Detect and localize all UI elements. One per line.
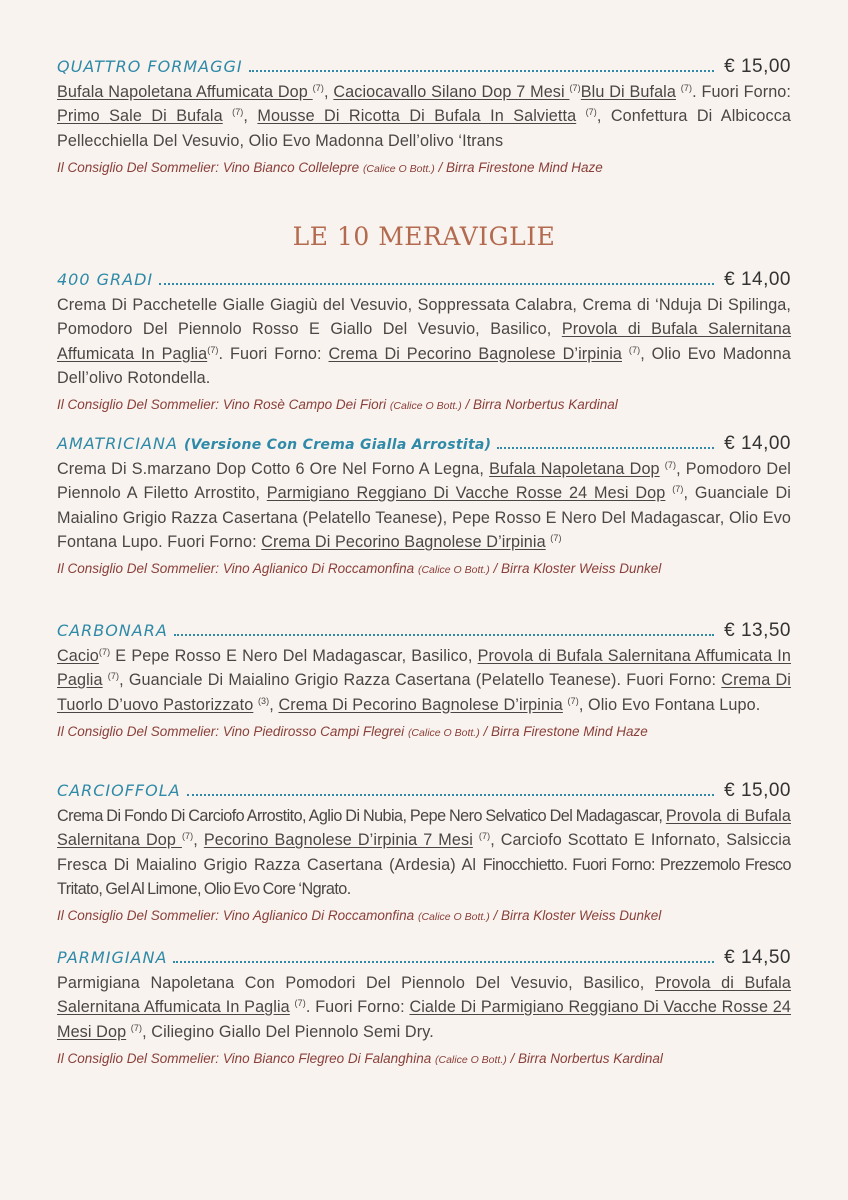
sommelier-advice (57, 394, 791, 417)
allergen-note: (7) (107, 671, 120, 682)
somm-note: (Calice O Bott.) (434, 1053, 507, 1066)
dotted-leader (173, 949, 714, 963)
somm-beer: / Birra Kloster Weiss Dunkel (493, 908, 662, 924)
ingredient-highlight: Primo Sale Di Bufala (57, 107, 223, 126)
description-text (223, 107, 232, 125)
somm-note: (Calice O Bott.) (417, 911, 490, 924)
menu-item-carbonara (57, 618, 791, 744)
allergen-note: (7) (130, 1022, 143, 1033)
allergen-note: (7) (294, 998, 306, 1009)
item-header (57, 431, 791, 457)
somm-note: (Calice O Bott.) (389, 400, 462, 413)
dotted-leader (159, 271, 714, 285)
menu-item-parmigiana (57, 945, 791, 1071)
description-text: . Fuori Forno: (305, 998, 410, 1017)
allergen-note: (7) (181, 831, 194, 842)
item-description (57, 293, 791, 390)
item-description (57, 971, 791, 1044)
item-header (57, 54, 791, 80)
description-text: . Fuori Forno: (692, 83, 791, 101)
item-price: € 15,00 (724, 56, 791, 77)
description-text: , (193, 831, 204, 850)
item-price: € 14,00 (724, 433, 791, 454)
allergen-note: (7) (98, 647, 111, 657)
item-price: € 13,50 (724, 620, 791, 641)
menu-item-carcioffola (57, 778, 791, 928)
somm-label: Il Consiglio Del Sommelier: (57, 397, 220, 413)
item-header (57, 618, 791, 644)
item-description (57, 457, 791, 554)
description-text: , Olio Evo Fontana Lupo. (578, 695, 761, 714)
somm-beer: / Birra Kloster Weiss Dunkel (493, 561, 662, 577)
ingredient-highlight: Cacio (57, 647, 99, 665)
description-text: Parmigiana Napoletana Con Pomodori Del Piennolo Del Vesuvio, Basilico, (57, 974, 655, 992)
description-text: , Confettura Di Albicocca Pellecchiella Del Vesuvio, Olio Evo Madonna Dell’olivo ‘Itrans (57, 107, 791, 150)
item-price: € 14,50 (724, 947, 791, 968)
somm-label: Il Consiglio Del Sommelier: (57, 561, 220, 577)
sommelier-advice (57, 157, 791, 180)
ingredient-highlight: Provola di Bufala Salernitana Dop (57, 807, 791, 850)
item-name-text: AMATRICIANA (57, 434, 178, 453)
ingredient-highlight: Crema Di Pecorino Bagnolese D’irpinia (261, 532, 546, 551)
item-header (57, 267, 791, 293)
ingredient-highlight: Pecorino Bagnolese D’irpinia 7 Mesi (203, 831, 473, 850)
allergen-note: (7) (207, 344, 219, 355)
somm-note: (Calice O Bott.) (362, 162, 435, 175)
somm-wine: Vino Bianco Flegreo Di Falanghina (222, 1050, 432, 1066)
ingredient-highlight: Crema Di Pecorino Bagnolese D’irpinia (278, 695, 563, 714)
item-name-text: CARCIOFFOLA (57, 781, 181, 800)
item-description (57, 80, 791, 153)
allergen-note: (3) (257, 695, 270, 706)
allergen-note: (7) (232, 107, 244, 118)
item-name (57, 54, 243, 80)
description-text: , (269, 695, 279, 714)
allergen-note: (7) (585, 107, 597, 118)
ingredient-highlight: Cialde Di Parmigiano Reggiano Di Vacche Rosse 24 Mesi Dop (57, 998, 792, 1041)
section-title: LE 10 MERAVIGLIE (292, 222, 556, 251)
sommelier-advice (57, 721, 791, 744)
somm-wine: Vino Piedirosso Campi Flegrei (222, 723, 405, 739)
ingredient-highlight: Crema Di Tuorlo D’uovo Pastorizzato (57, 671, 791, 714)
somm-note: (Calice O Bott.) (417, 564, 490, 577)
description-text (576, 107, 585, 125)
item-name-text: PARMIGIANA (57, 948, 168, 967)
somm-wine: Vino Aglianico Di Roccamonfina (222, 561, 415, 577)
menu-item-400-gradi (57, 267, 791, 417)
somm-beer: / Birra Firestone Mind Haze (438, 159, 603, 175)
menu-item-amatriciana (57, 431, 791, 581)
dotted-leader (187, 782, 715, 796)
description-text: Crema Di Fondo Di Carciofo Arrostito, Aglio Di Nubia, Pepe Nero Selvatico Del Madagascar, (57, 807, 666, 825)
item-header (57, 945, 791, 971)
description-text: , Ciliegino Giallo Del Piennolo Semi Dry. (142, 1022, 434, 1041)
description-text: , Guanciale Di Maialino Grigio Razza Casertana (Pelatello Teanese), Pepe Rosso E Nero Del Madagascar, Olio Evo Fontana Lupo. Fuori Forno: (57, 484, 791, 551)
ingredient-highlight: Provola di Bufala Salernitana Affumicata In Paglia (57, 320, 791, 363)
item-description (57, 644, 791, 717)
somm-beer: / Birra Norbertus Kardinal (465, 397, 618, 413)
dotted-leader (249, 58, 714, 72)
description-text: Crema Di S.marzano Dop Cotto 6 Ore Nel Forno A Legna, (57, 460, 490, 478)
somm-label: Il Consiglio Del Sommelier: (57, 1050, 220, 1066)
description-text: , Carciofo Scottato E Infornato, Salsiccia Fresca Di Maialino Grigio Razza Casertana (Ardesia) Al (57, 831, 791, 874)
ingredient-highlight: Crema Di Pecorino Bagnolese D’irpinia (328, 344, 622, 363)
somm-wine: Vino Rosè Campo Dei Fiori (222, 397, 387, 413)
ingredient-highlight: Bufala Napoletana Affumicata Dop (57, 83, 313, 101)
item-header (57, 778, 791, 804)
menu-item-quattro-formaggi (57, 54, 791, 180)
item-name (57, 431, 491, 458)
item-name (57, 945, 167, 971)
ingredient-highlight: Caciocavallo Silano Dop 7 Mesi (333, 83, 570, 101)
description-text: , Pomodoro Del Piennolo A Filetto Arrostito, (57, 460, 791, 503)
allergen-note: (7) (664, 460, 677, 470)
item-name (57, 618, 168, 644)
description-text: , (243, 107, 258, 126)
item-name-text: CARBONARA (57, 621, 168, 640)
sommelier-advice (57, 558, 791, 581)
somm-wine: Vino Aglianico Di Roccamonfina (222, 908, 415, 924)
allergen-note: (7) (672, 484, 684, 495)
ingredient-highlight: Bufala Napoletana Dop (489, 460, 660, 478)
item-name (57, 778, 181, 804)
description-text: Crema Di Pacchetelle Gialle Giagiù del Vesuvio, Soppressata Calabra, Crema di ‘Nduja Di Spilinga, Pomodoro Del Piennolo Rosso E Giallo Del Vesuvio, Basilico, (57, 296, 791, 339)
allergen-note: (7) (680, 83, 693, 93)
allergen-note: (7) (628, 344, 641, 355)
item-name-text: 400 GRADI (57, 270, 154, 289)
somm-wine: Vino Bianco Collelepre (222, 159, 360, 175)
somm-label: Il Consiglio Del Sommelier: (57, 908, 220, 924)
description-text: Finocchietto. Fuori Forno: Prezzemolo Fresco Tritato, Gel Al Limone, Olio Evo Core ‘Ngrato. (57, 855, 791, 898)
sommelier-advice (57, 905, 791, 928)
somm-beer: / Birra Norbertus Kardinal (510, 1050, 663, 1066)
somm-beer: / Birra Firestone Mind Haze (483, 723, 648, 739)
item-name-text: QUATTRO FORMAGGI (57, 57, 243, 76)
description-text: , Guanciale Di Maialino Grigio Razza Casertana (Pelatello Teanese). Fuori Forno: (119, 671, 722, 690)
dotted-leader (497, 435, 714, 449)
description-text: E Pepe Rosso E Nero Del Madagascar, Basilico, (110, 647, 478, 665)
somm-note: (Calice O Bott.) (407, 726, 480, 739)
allergen-note: (7) (567, 695, 579, 706)
allergen-note: (7) (550, 532, 562, 543)
ingredient-highlight: Parmigiano Reggiano Di Vacche Rosse 24 Mesi Dop (266, 484, 666, 503)
ingredient-highlight: Provola di Bufala Salernitana Affumicata In Paglia (57, 974, 791, 1017)
ingredient-highlight: Mousse Di Ricotta Di Bufala In Salvietta (257, 107, 577, 126)
allergen-note: (7) (478, 831, 491, 842)
sommelier-advice (57, 1048, 791, 1071)
somm-label: Il Consiglio Del Sommelier: (57, 723, 220, 739)
allergen-note: (7) (569, 83, 581, 93)
item-price: € 15,00 (724, 780, 791, 801)
item-description (57, 804, 791, 901)
somm-label: Il Consiglio Del Sommelier: (57, 159, 220, 175)
ingredient-highlight: Provola di Bufala Salernitana Affumicata In Paglia (57, 647, 791, 690)
description-text (622, 345, 629, 363)
ingredient-highlight: Blu Di Bufala (580, 83, 676, 101)
description-text: . Fuori Forno: (218, 344, 329, 363)
item-price: € 14,00 (724, 269, 791, 290)
allergen-note: (7) (312, 83, 324, 93)
item-name (57, 267, 153, 293)
dotted-leader (174, 622, 714, 636)
item-name-subtitle: (Versione Con Crema Gialla Arrostita) (183, 437, 492, 453)
description-text: , (323, 83, 334, 101)
description-text: , Olio Evo Madonna Dell’olivo Rotondella. (57, 344, 791, 387)
